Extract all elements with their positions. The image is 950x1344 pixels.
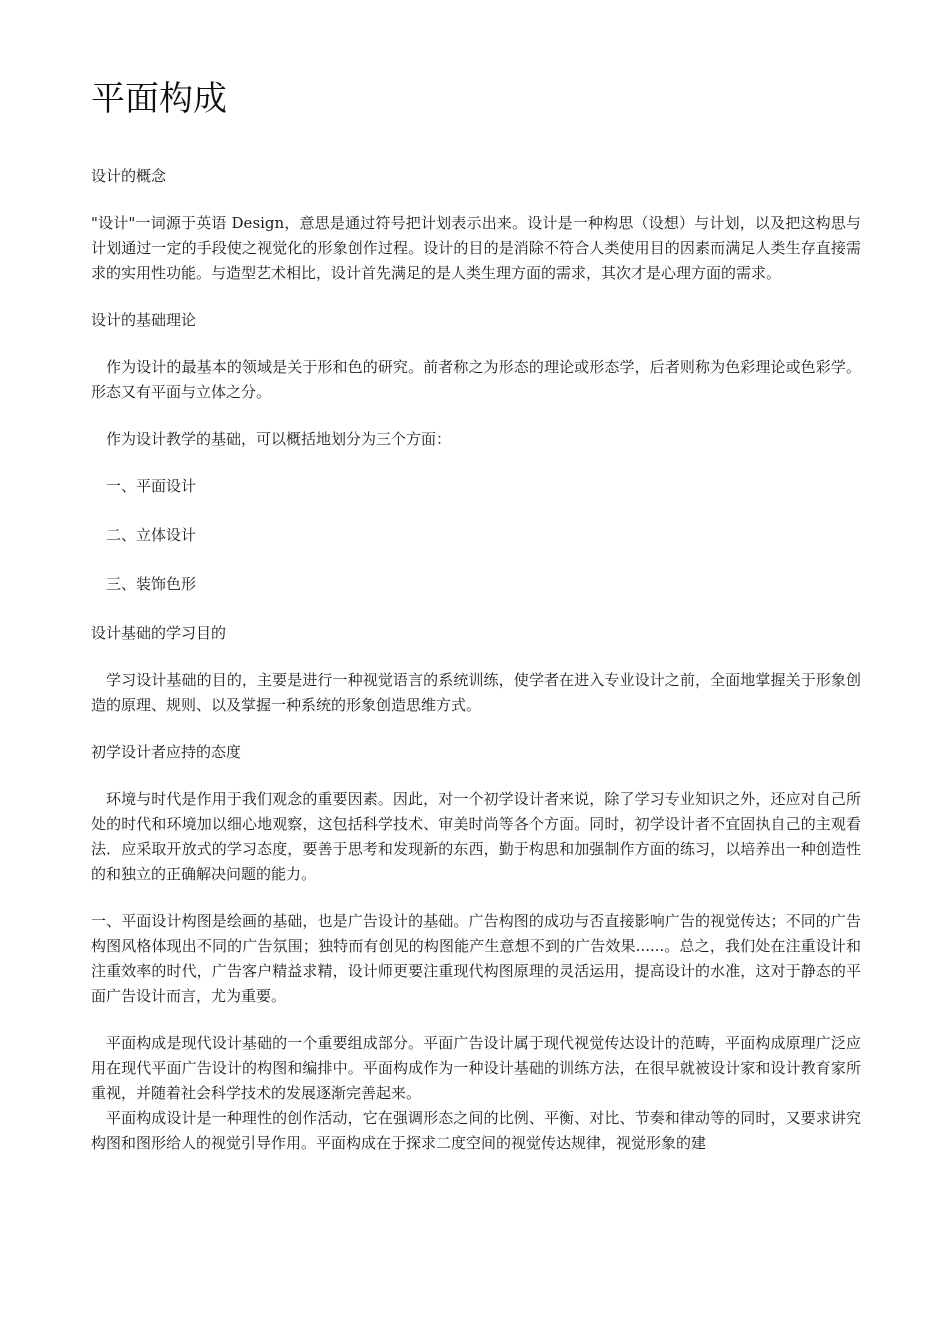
section-heading-design-concept: 设计的概念 [91,167,167,185]
paragraph-plane-composition-design: 平面构成设计是一种理性的创作活动，它在强调形态之间的比例、平衡、对比、节奏和律动等的同时，又要求讲究构图和图形给人的视觉引导作用。平面构成在于探求二度空间的视觉传达规律，视觉形象的建 [91,1109,861,1152]
paragraph-learning-goal: 学习设计基础的目的，主要是进行一种视觉语言的系统训练，使学者在进入专业设计之前，全面地掌握关于形象创造的原理、规则、以及掌握一种系统的形象创造思维方式。 [91,671,861,714]
list-item-decorative-color: 三、装饰色形 [106,575,197,593]
section-heading-learning-goal: 设计基础的学习目的 [91,624,227,642]
list-item-flat-design: 一、平面设计 [106,477,197,495]
paragraph-design-concept: "设计"一词源于英语 Design，意思是通过符号把计划表示出来。设计是一种构思（设想）与计划，以及把这构思与计划通过一定的手段使之视觉化的形象创作过程。设计的目的是消除不符合人类使用目的因素而满足人类生存直接需求的实用性功能。与造型艺术相比，设计首先满足的是人类生理方面的需求，其次才是心理方面的需求。 [91,214,861,282]
paragraph-design-theory: 作为设计的最基本的领域是关于形和色的研究。前者称之为形态的理论或形态学，后者则称为色彩理论或色彩学。形态又有平面与立体之分。 [91,358,861,401]
section-heading-design-theory: 设计的基础理论 [91,311,197,329]
paragraph-composition-basis: 一、平面设计构图是绘画的基础，也是广告设计的基础。广告构图的成功与否直接影响广告的视觉传达；不同的广告构图风格体现出不同的广告氛围；独特而有创见的构图能产生意想不到的广告效果......。总之，我们处在注重设计和注重效率的时代，广告客户精益求精，设计师更要注重现代构图原理的灵活运用，提高设计的水准，这对于静态的平面广告设计而言，尤为重要。 [91,912,861,1005]
list-item-3d-design: 二、立体设计 [106,526,197,544]
paragraph-beginner-attitude: 环境与时代是作用于我们观念的重要因素。因此，对一个初学设计者来说，除了学习专业知识之外，还应对自己所处的时代和环境加以细心地观察，这包括科学技术、审美时尚等各个方面。同时，初学设计者不宜固执自己的主观看法．应采取开放式的学习态度，要善于思考和发现新的东西，勤于构思和加强制作方面的练习，以培养出一种创造性的和独立的正确解决问题的能力。 [91,790,861,883]
document-page [91,78,861,1156]
section-heading-beginner-attitude: 初学设计者应持的态度 [91,743,242,761]
page-title: 平面构成 [91,79,227,119]
paragraph-design-teaching: 作为设计教学的基础，可以概括地划分为三个方面： [106,430,452,448]
paragraph-plane-composition: 平面构成是现代设计基础的一个重要组成部分。平面广告设计属于现代视觉传达设计的范畴，平面构成原理广泛应用在现代平面广告设计的构图和编排中。平面构成作为一种设计基础的训练方法，在很早就被设计家和设计教育家所重视，并随着社会科学技术的发展逐渐完善起来。 [91,1034,861,1102]
